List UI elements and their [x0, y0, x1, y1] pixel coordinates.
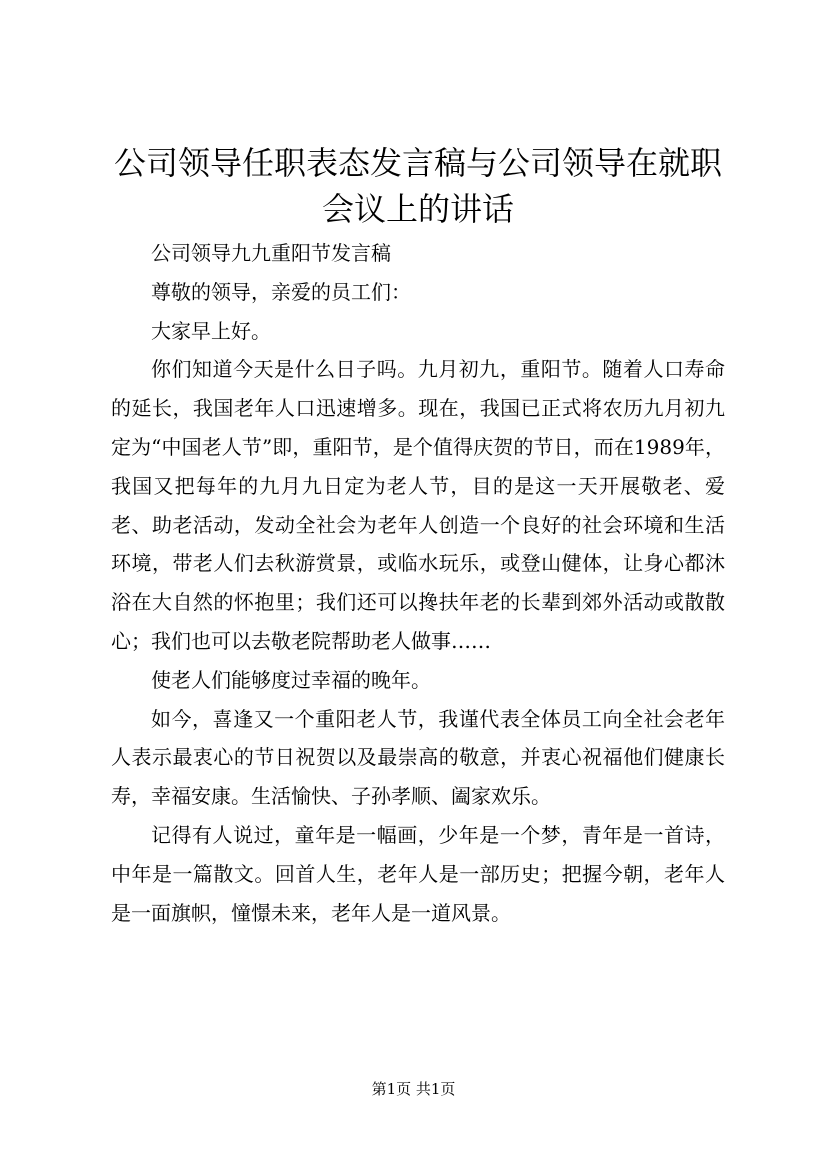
- paragraph-salutation: 尊敬的领导，亲爱的员工们：: [151, 279, 411, 304]
- paragraph: 记得有人说过，童年是一幅画，少年是一个梦，青年是一首诗，中年是一篇散文。回首人生，老年人是一部历史；把握今朝，老年人是一面旗帜，憧憬未来，老年人是一道风景。: [111, 822, 725, 925]
- paragraph: 使老人们能够度过幸福的晚年。: [151, 667, 431, 692]
- paragraph-subtitle: 公司领导九九重阳节发言稿: [151, 241, 391, 265]
- document-title: 公司领导任职表态发言稿与公司领导在就职会议上的讲话: [113, 144, 722, 228]
- page-footer: 第1页 共1页: [371, 1080, 456, 1098]
- paragraph: 如今，喜逢又一个重阳老人节，我谨代表全体员工向全社会老年人表示最衷心的节日祝贺以及最崇高的敬意，并衷心祝福他们健康长寿，幸福安康。生活愉快、子孙孝顺、阖家欢乐。: [111, 706, 725, 809]
- document-body: [111, 234, 725, 932]
- paragraph: 你们知道今天是什么日子吗。九月初九，重阳节。随着人口寿命的延长，我国老年人口迅速增多。现在，我国已正式将农历九月初九定为“中国老人节”即，重阳节，是个值得庆贺的节日，而在1989年，我国又把每年的九月九日定为老人节，目的是这一天开展敬老、爱老、助老活动，发动全社会为老年人创造一个良好的社会环境和生活环境，带老人们去秋游赏景，或临水玩乐，或登山健体，让身心都沐浴在大自然的怀抱里；我们还可以搀扶年老的长辈到郊外活动或散散心；我们也可以去敬老院帮助老人做事……: [111, 357, 725, 653]
- paragraph-greeting: 大家早上好。: [151, 318, 271, 343]
